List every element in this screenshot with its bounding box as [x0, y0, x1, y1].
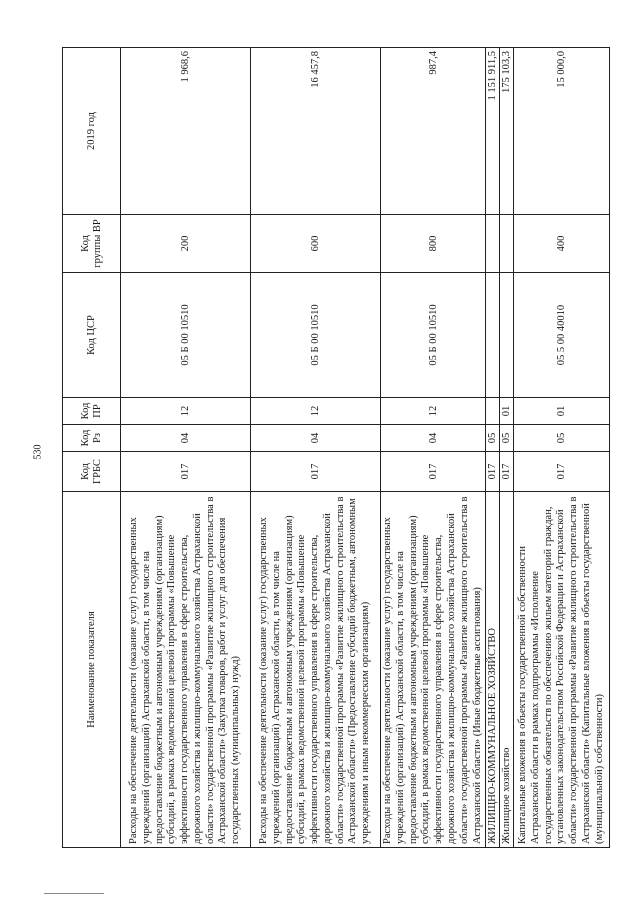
header-vr: Код группы ВР: [63, 215, 121, 273]
row-name: Жилищное хозяйство: [500, 492, 514, 848]
row-name: Расходы на обеспечение деятельности (оказание услуг) государственных учреждений (организаций) Астраханской области, в том числе на предоставление бюджетным и автономным учреждениям (организациям) субсидий, в рамках ведомственной целевой программы «Повышение эффективности государственного управления в сфере строительства, дорожного хозяйства и жилищно-коммунального хозяйства Астраханской области» государственной программы «Развитие жилищного строительства в Астраханской области» (Иные бюджетные ассигнования): [381, 492, 486, 848]
row-pr: 01: [500, 398, 514, 425]
row-grbs: 017: [514, 452, 610, 492]
header-rz: Код Рз: [63, 425, 121, 452]
table-row: [251, 48, 381, 848]
header-name: Наименование показателя: [63, 492, 121, 848]
row-rz: 05: [514, 425, 610, 452]
header-csr: Код ЦСР: [63, 273, 121, 398]
page-number: 530: [32, 444, 44, 460]
row-pr: 01: [514, 398, 610, 425]
row-csr: 05 Б 00 10510: [251, 273, 381, 398]
row-vr: 200: [121, 215, 251, 273]
budget-table: [62, 47, 610, 848]
table-row: [121, 48, 251, 848]
row-grbs: 017: [500, 452, 514, 492]
row-pr: 12: [381, 398, 486, 425]
header-grbs: Код ГРБС: [63, 452, 121, 492]
table-row: [500, 48, 514, 848]
row-rz: 04: [251, 425, 381, 452]
row-csr: 05 5 00 40010: [514, 273, 610, 398]
row-csr: 05 Б 00 10510: [381, 273, 486, 398]
row-grbs: 017: [486, 452, 500, 492]
row-grbs: 017: [251, 452, 381, 492]
row-vr: [486, 215, 500, 273]
row-vr: 600: [251, 215, 381, 273]
row-amount: 1 151 911,5: [486, 48, 500, 215]
table-row: [486, 48, 500, 848]
row-name: Капитальные вложения в объекты государственной собственности Астраханской области в рамках подпрограммы «Исполнение государственных обязательств по обеспечению жильем категорий граждан, установленных законодательством Российской Федерации и Астраханской области» государственной программы «Развитие жилищного строительства в Астраханской области» (Капитальные вложения в объекты государственной (муниципальной) собственности): [514, 492, 610, 848]
row-vr: 800: [381, 215, 486, 273]
row-grbs: 017: [121, 452, 251, 492]
row-amount: 16 457,8: [251, 48, 381, 215]
row-amount: 987,4: [381, 48, 486, 215]
row-rz: 05: [500, 425, 514, 452]
row-amount: 1 968,6: [121, 48, 251, 215]
row-vr: [500, 215, 514, 273]
row-rz: 04: [381, 425, 486, 452]
row-pr: 12: [121, 398, 251, 425]
rotated-table-container: [62, 48, 622, 848]
row-rz: 04: [121, 425, 251, 452]
row-name: Расходы на обеспечение деятельности (оказание услуг) государственных учреждений (организаций) Астраханской области, в том числе на предоставление бюджетным и автономным учреждениям (организациям) субсидий, в рамках ведомственной целевой программы «Повышение эффективности государственного управления в сфере строительства, дорожного хозяйства и жилищно-коммунального хозяйства Астраханской области» государственной программы «Развитие жилищного строительства в Астраханской области» (Предоставление субсидий бюджетным, автономным учреждениям и иным некоммерческим организациям): [251, 492, 381, 848]
scan-artifact-line: [44, 893, 104, 894]
table-row: [514, 48, 610, 848]
row-rz: 05: [486, 425, 500, 452]
row-amount: 15 000,0: [514, 48, 610, 215]
header-year: 2019 год: [63, 48, 121, 215]
row-pr: [486, 398, 500, 425]
row-grbs: 017: [381, 452, 486, 492]
header-pr: Код ПР: [63, 398, 121, 425]
header-row: [63, 48, 121, 848]
row-csr: [500, 273, 514, 398]
row-name: Расходы на обеспечение деятельности (оказание услуг) государственных учреждений (организаций) Астраханской области, в том числе на предоставление бюджетным и автономным учреждениям (организациям) субсидий, в рамках ведомственной целевой программы «Повышение эффективности государственного управления в сфере строительства, дорожного хозяйства и жилищно-коммунального хозяйства Астраханской области» государственной программы «Развитие жилищного строительства в Астраханской области» (Закупка товаров, работ и услуг для обеспечения государственных (муниципальных) нужд): [121, 492, 251, 848]
row-vr: 400: [514, 215, 610, 273]
row-name: ЖИЛИЩНО-КОММУНАЛЬНОЕ ХОЗЯЙСТВО: [486, 492, 500, 848]
row-pr: 12: [251, 398, 381, 425]
table-row: [381, 48, 486, 848]
row-csr: 05 Б 00 10510: [121, 273, 251, 398]
row-csr: [486, 273, 500, 398]
row-amount: 175 103,3: [500, 48, 514, 215]
